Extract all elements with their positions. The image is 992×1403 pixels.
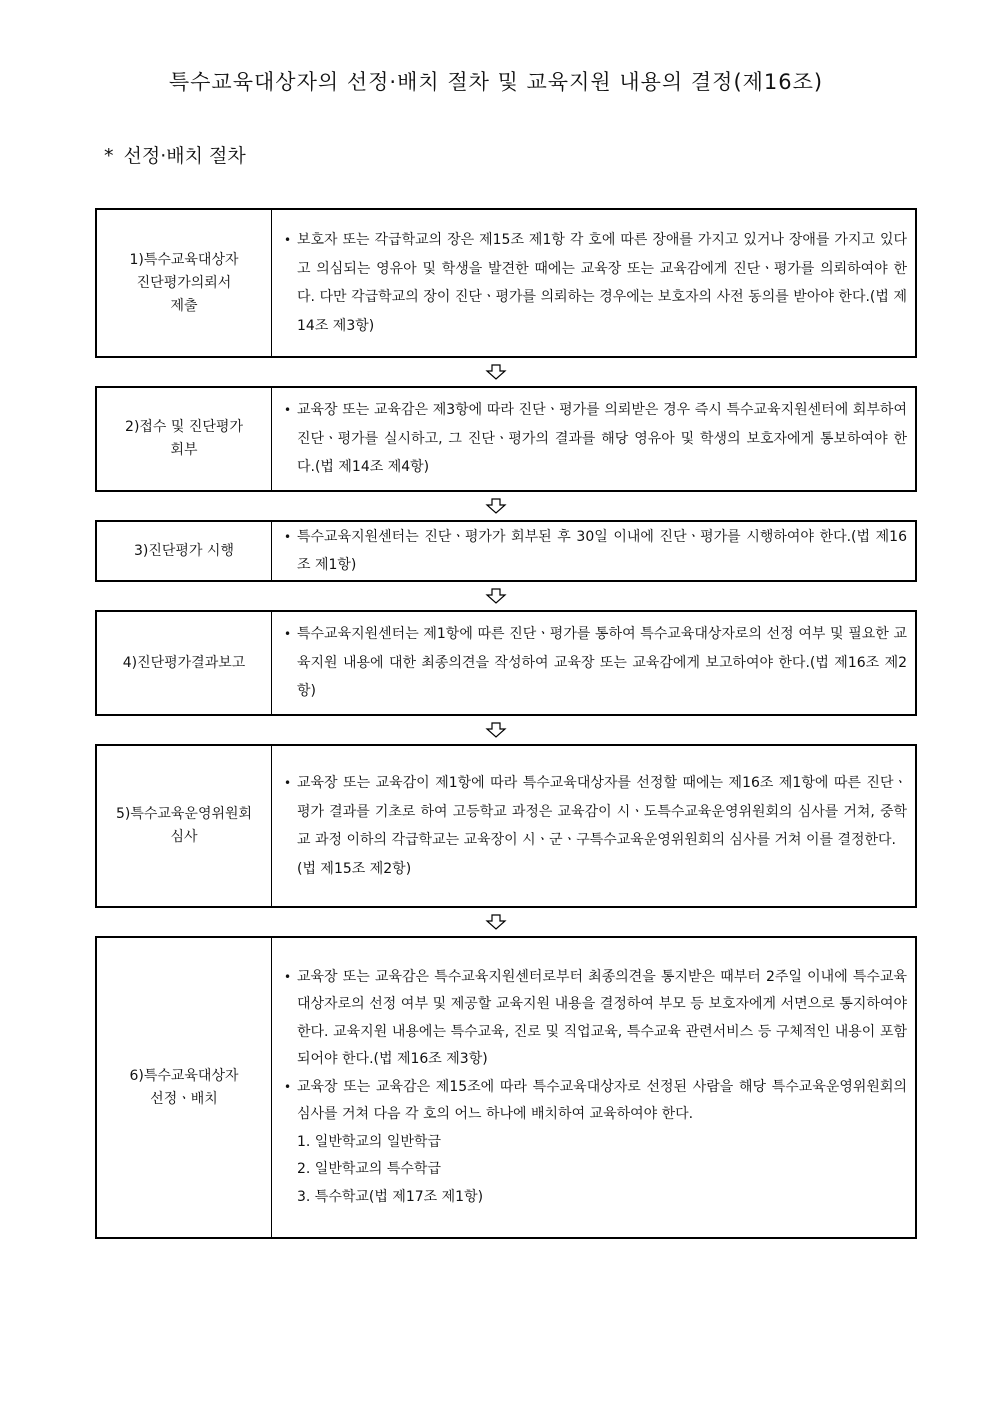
down-arrow-icon [484,588,508,604]
step-content-5 [272,746,915,906]
document-title: 특수교육대상자의 선정·배치 절차 및 교육지원 내용의 결정(제16조) [168,70,824,94]
step-label-3: 3)진단평가 시행 [97,522,272,580]
step-content-2 [272,388,915,490]
step-box-2 [95,386,917,492]
down-arrow-icon [484,364,508,380]
heading-marker: * [104,145,114,167]
step-5-legal-reference: (법 제15조 제2항) [297,860,412,877]
step-content-1 [272,210,915,356]
step-5-bullet-1: • 교육장 또는 교육감이 제1항에 따라 특수교육대상자를 선정할 때에는 제16조 제1항에 따른 진단ㆍ평가 결과를 기초로 하여 고등학교 과정은 교육감이 시ㆍ도특수교육운영위원회의 심사를 거쳐, 중학교 과정 이하의 각급학교는 교육장이 시ㆍ군ㆍ구특수교육운영위원회의 심사를 거쳐 이를 결정한다. [284,769,907,855]
step-box-3 [95,520,917,582]
step-label-5: 5)특수교육운영위원회 심사 [97,746,272,906]
step-box-4 [95,610,917,716]
step-box-6 [95,936,917,1239]
placement-item-2: 2. 일반학교의 특수학급 [297,1161,441,1178]
step-box-5 [95,744,917,908]
down-arrow-icon [484,914,508,930]
down-arrow-icon [484,722,508,738]
step-6-bullet-1: • 교육장 또는 교육감은 특수교육지원센터로부터 최종의견을 통지받은 때부터 2주일 이내에 특수교육대상자로의 선정 여부 및 제공할 교육지원 내용을 결정하여 부모 등 보호자에게 서면으로 통지하여야 한다. 교육지원 내용에는 특수교육, 진로 및 직업교육, 특수교육 관련서비스 등 구체적인 내용이 포함되어야 한다.(법 제16조 제3항) [284,964,907,1074]
placement-item-1: 1. 일반학교의 일반학급 [297,1133,441,1150]
down-arrow-icon [484,498,508,514]
placement-item-3: 3. 특수학교(법 제17조 제1항) [297,1188,484,1205]
step-4-bullet-1: • 특수교육지원센터는 제1항에 따른 진단ㆍ평가를 통하여 특수교육대상자로의 선정 여부 및 필요한 교육지원 내용에 대한 최종의견을 작성하여 교육장 또는 교육감에게 보고하여야 한다.(법 제16조 제2항) [284,620,907,706]
step-2-bullet-1: • 교육장 또는 교육감은 제3항에 따라 진단ㆍ평가를 의뢰받은 경우 즉시 특수교육지원센터에 회부하여 진단ㆍ평가를 실시하고, 그 진단ㆍ평가의 결과를 해당 영유아 및 학생의 보호자에게 통보하여야 한다.(법 제14조 제4항) [284,396,907,482]
step-1-bullet-1: • 보호자 또는 각급학교의 장은 제15조 제1항 각 호에 따른 장애를 가지고 있거나 장애를 가지고 있다고 의심되는 영유아 및 학생을 발견한 때에는 교육장 또는 교육감에게 진단ㆍ평가를 의뢰하여야 한다. 다만 각급학교의 장이 진단ㆍ평가를 의뢰하는 경우에는 보호자의 사전 동의를 받아야 한다.(법 제14조 제3항) [284,226,907,340]
step-3-bullet-1: • 특수교육지원센터는 진단ㆍ평가가 회부된 후 30일 이내에 진단ㆍ평가를 시행하여야 한다.(법 제16조 제1항) [284,523,907,580]
step-label-1: 1)특수교육대상자 진단평가의뢰서 제출 [97,210,272,356]
step-content-6 [272,938,915,1237]
step-box-1 [95,208,917,358]
step-content-3 [272,522,915,580]
section-heading [104,141,246,168]
heading-text: 선정·배치 절차 [123,145,246,167]
step-label-4: 4)진단평가결과보고 [97,612,272,714]
step-6-bullet-2: • 교육장 또는 교육감은 제15조에 따라 특수교육대상자로 선정된 사람을 해당 특수교육운영위원회의 심사를 거쳐 다음 각 호의 어느 하나에 배치하여 교육하여야 한다. [284,1074,907,1129]
step-label-6: 6)특수교육대상자 선정ㆍ배치 [97,938,272,1237]
step-label-2: 2)접수 및 진단평가 회부 [97,388,272,490]
step-content-4 [272,612,915,714]
